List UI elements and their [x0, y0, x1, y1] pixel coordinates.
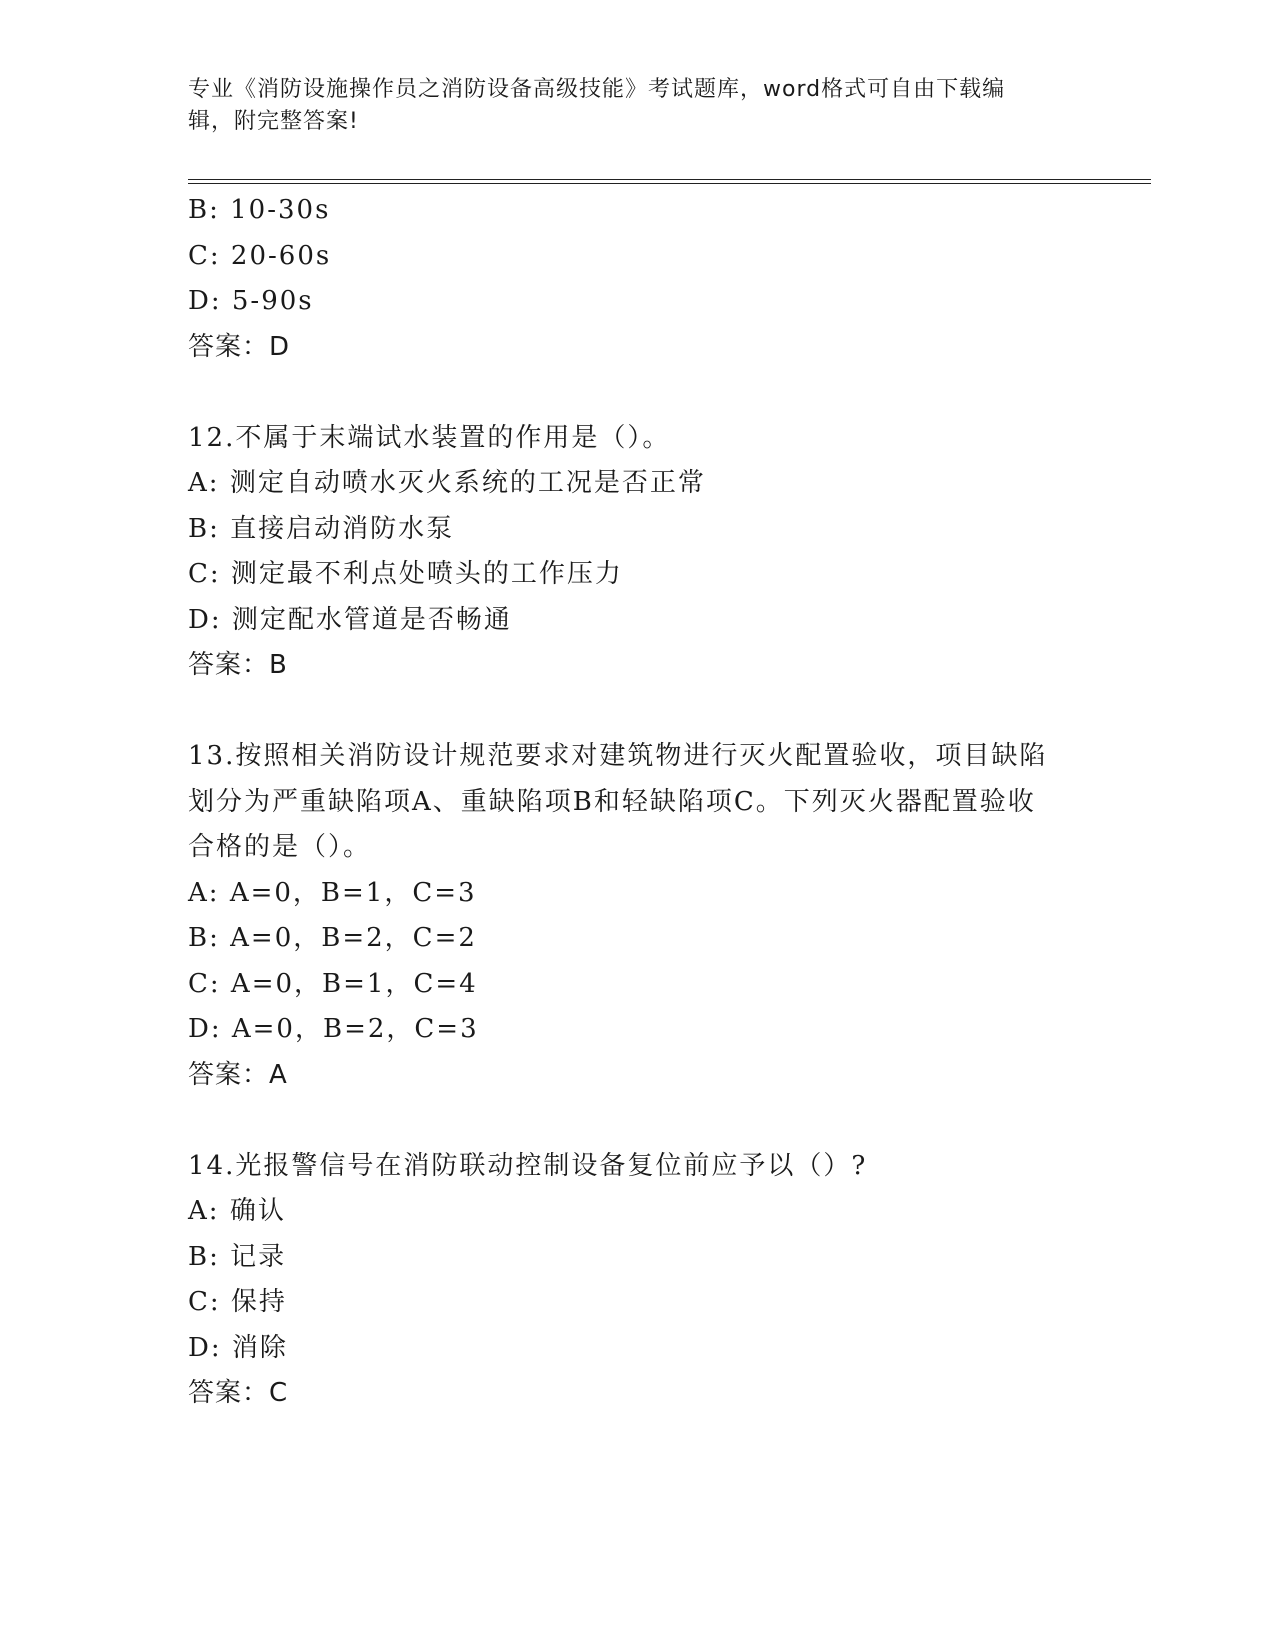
question-stem: 12.不属于末端试水装置的作用是（）。	[188, 422, 671, 453]
document-header	[188, 74, 1068, 138]
option-b: B: 10-30s	[188, 195, 331, 225]
answer-line: 答案：D	[188, 331, 291, 362]
question-list	[188, 188, 1088, 1417]
question-stem-line-1: 13.按照相关消防设计规范要求对建筑物进行灭火配置验收，项目缺陷	[188, 741, 1048, 771]
option-d: D: 5-90s	[188, 286, 314, 316]
question-stem: 14.光报警信号在消防联动控制设备复位前应予以（）?	[188, 1150, 868, 1181]
question-13	[188, 734, 1088, 1098]
option-b: B: 直接启动消防水泵	[188, 513, 455, 544]
question-stem-line-2: 划分为严重缺陷项A、重缺陷项B和轻缺陷项C。下列灭火器配置验收	[188, 786, 1036, 817]
question-stem-line-3: 合格的是（）。	[188, 832, 372, 862]
question-14	[188, 1144, 1088, 1417]
question-12	[188, 416, 1088, 689]
option-c: C: 20-60s	[188, 240, 332, 271]
option-d: D: 测定配水管道是否畅通	[188, 604, 512, 635]
option-c: C: 测定最不利点处喷头的工作压力	[188, 559, 623, 589]
question-11-continued	[188, 188, 1088, 370]
header-divider-bottom	[188, 183, 1151, 184]
option-a: A: 测定自动喷水灭火系统的工况是否正常	[188, 468, 706, 498]
header-line-2: 辑，附完整答案!	[188, 109, 359, 134]
option-d: D: 消除	[188, 1332, 288, 1363]
option-b: B: A=0，B=2，C=2	[188, 923, 477, 953]
option-c: C: 保持	[188, 1287, 287, 1317]
option-c: C: A=0，B=1，C=4	[188, 968, 478, 999]
answer-line: 答案：B	[188, 650, 288, 680]
header-line-1: 专业《消防设施操作员之消防设备高级技能》考试题库，word格式可自由下载编	[188, 77, 1006, 102]
option-b: B: 记录	[188, 1241, 287, 1272]
answer-line: 答案：C	[188, 1378, 289, 1408]
option-a: A: 确认	[188, 1196, 286, 1226]
answer-line: 答案：A	[188, 1059, 288, 1090]
option-d: D: A=0，B=2，C=3	[188, 1014, 479, 1044]
option-a: A: A=0，B=1，C=3	[188, 877, 477, 908]
header-divider-top	[188, 179, 1151, 180]
